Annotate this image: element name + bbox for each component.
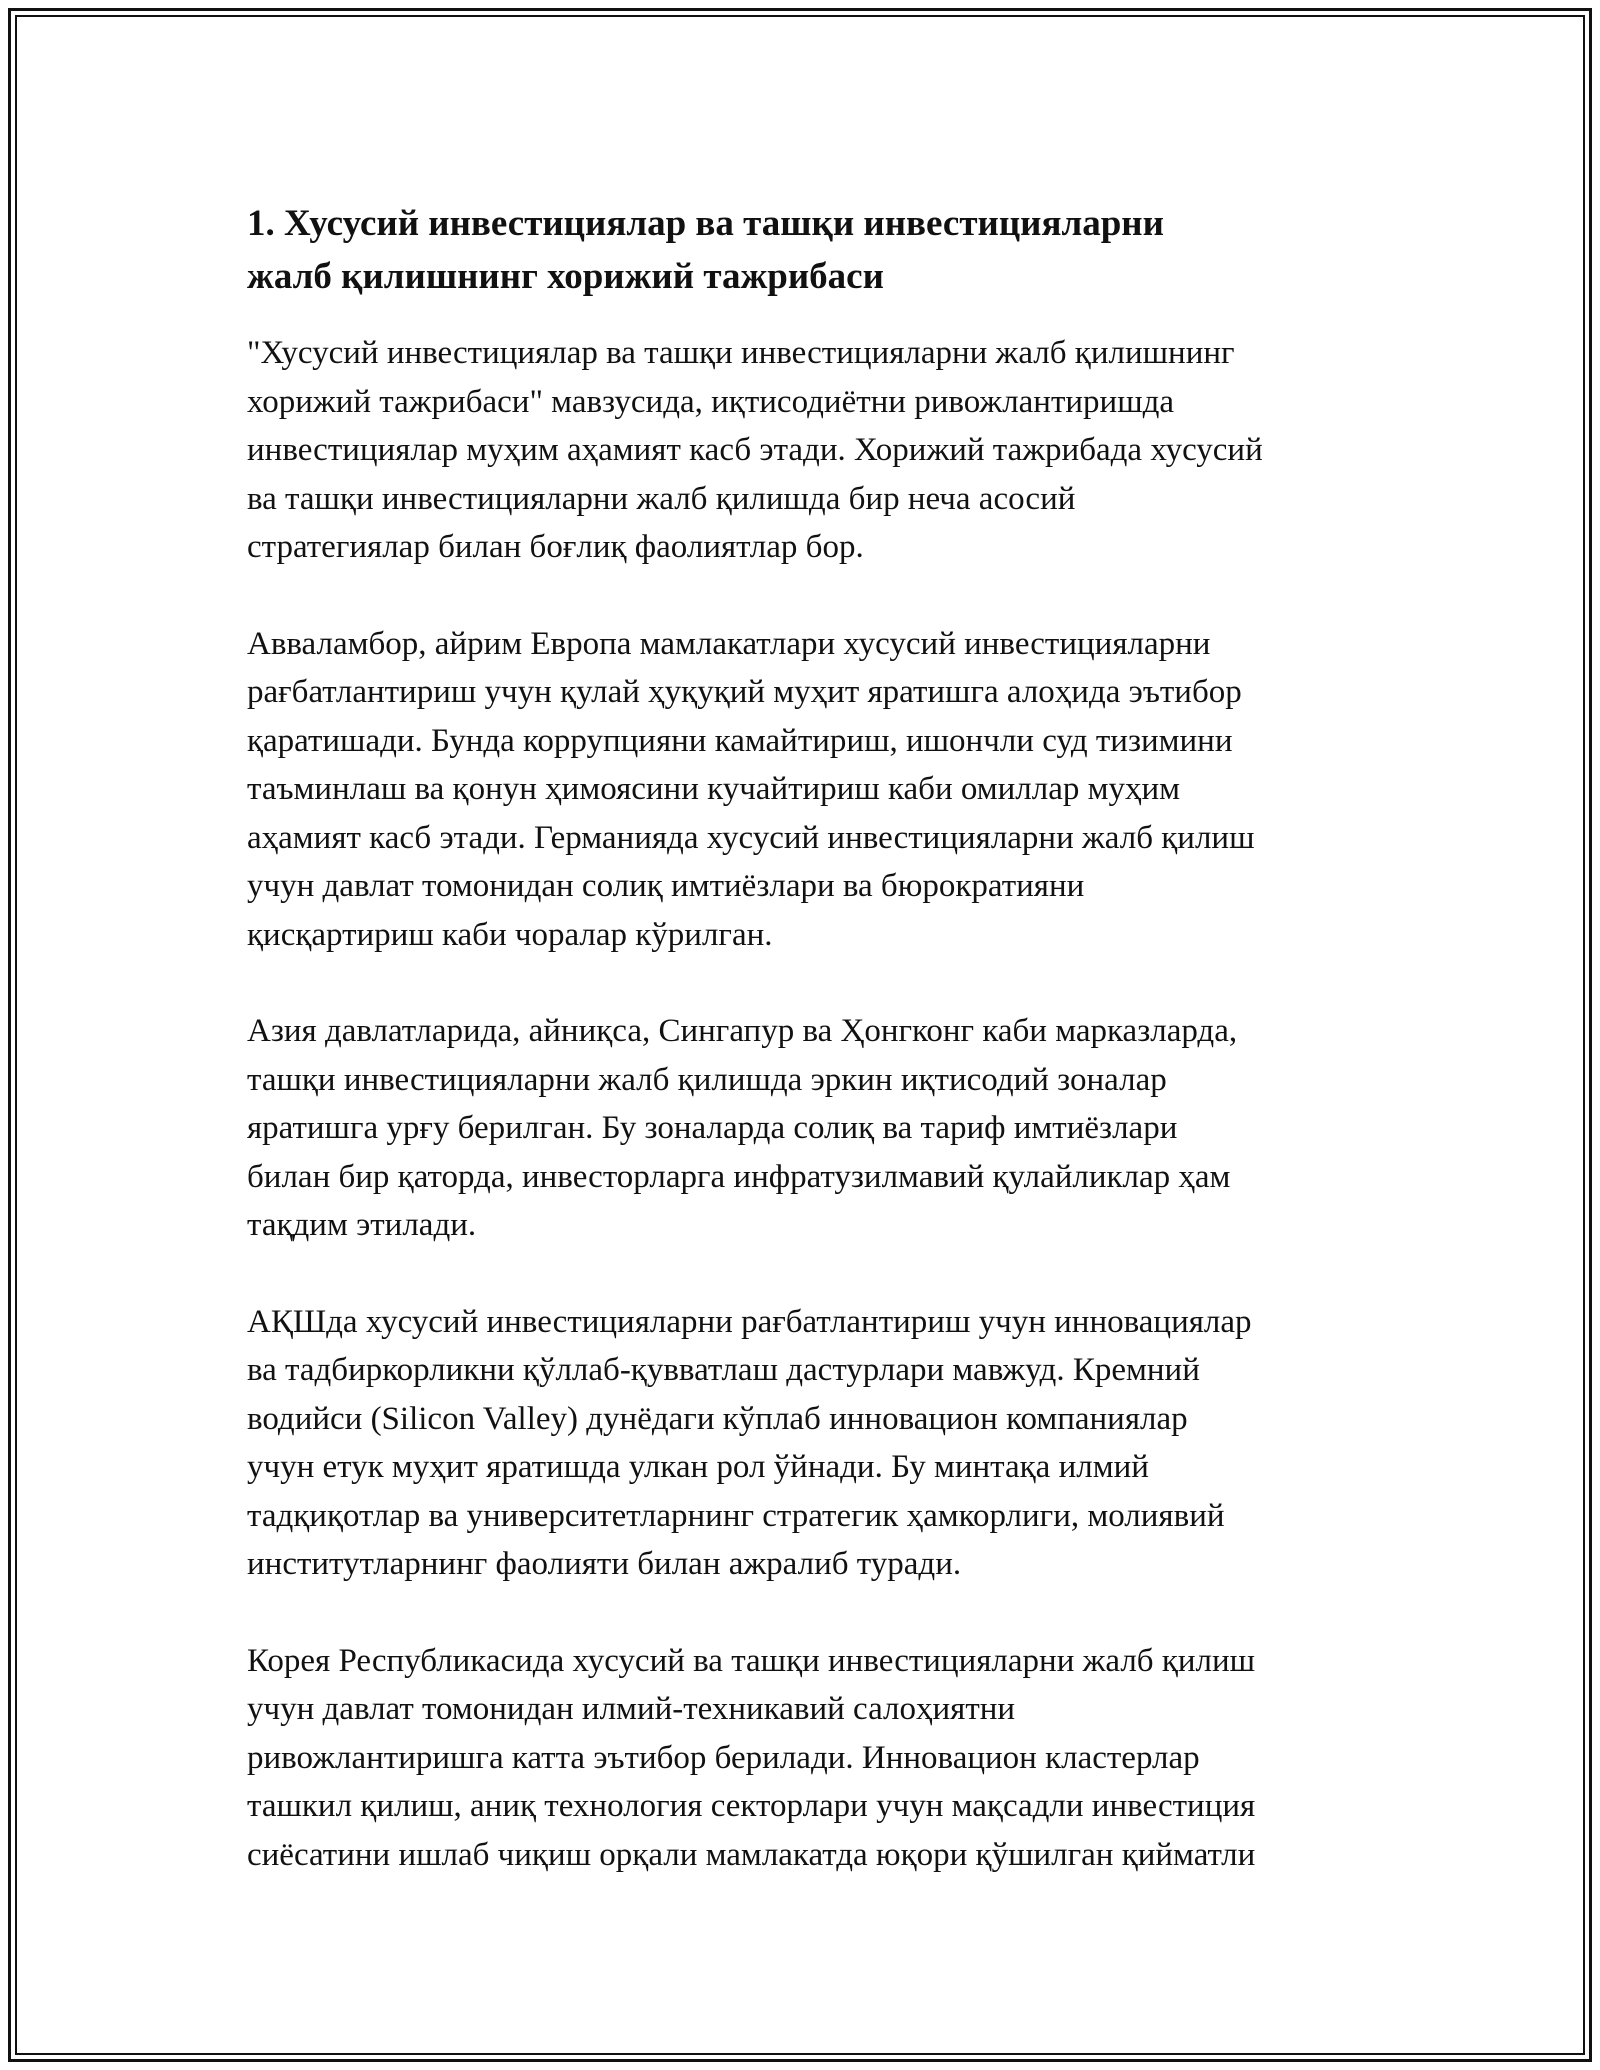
page-frame (8, 8, 1592, 2062)
paragraph-line: яратишга урғу берилган. Бу зоналарда солиқ ва тариф имтиёзлари (247, 1110, 1178, 1146)
paragraph-line: аҳамият касб этади. Германияда хусусий инвестицияларни жалб қилиш (247, 819, 1255, 856)
paragraph-usa (247, 1298, 1397, 1589)
paragraph-line: Авваламбор, айрим Европа мамлакатлари хусусий инвестицияларни (247, 625, 1211, 662)
paragraph-line: институтларнинг фаолияти билан ажралиб туради. (247, 1546, 962, 1582)
paragraph-line: инвестициялар муҳим аҳамият касб этади. Хорижий тажрибада хусусий (247, 432, 1263, 468)
paragraph-line: тақдим этилади. (247, 1207, 477, 1243)
heading-line: 1. Хусусий инвестициялар ва ташқи инвестицияларни (247, 203, 1164, 244)
paragraph-line: рағбатлантириш учун қулай ҳуқуқий муҳит яратишга алоҳида эътибор (247, 674, 1242, 710)
paragraph-korea (247, 1637, 1397, 1880)
paragraph-intro (247, 329, 1397, 572)
section-heading (247, 197, 1397, 303)
paragraph-line: учун давлат томонидан солиқ имтиёзлари ва бюрократияни (247, 868, 1085, 904)
paragraph-line: АҚШда хусусий инвестицияларни рағбатлантириш учун инновациялар (247, 1303, 1252, 1340)
paragraph-europe (247, 620, 1397, 960)
paragraph-line: учун етук муҳит яратишда улкан рол ўйнади. Бу минтақа илмий (247, 1449, 1149, 1485)
paragraph-asia (247, 1007, 1397, 1250)
paragraph-line: Азия давлатларида, айниқса, Сингапур ва Ҳонгконг каби марказларда, (247, 1013, 1238, 1049)
heading-line: жалб қилишнинг хорижий тажрибаси (247, 256, 884, 297)
paragraph-line: қаратишади. Бунда коррупцияни камайтириш, ишончли суд тизимини (247, 722, 1233, 759)
paragraph-line: Корея Республикасида хусусий ва ташқи инвестицияларни жалб қилиш (247, 1642, 1256, 1679)
paragraph-line: тадқиқотлар ва университетларнинг стратегик ҳамкорлиги, молиявий (247, 1497, 1225, 1534)
paragraph-line: билан бир қаторда, инвесторларга инфратузилмавий қулайликлар ҳам (247, 1158, 1231, 1195)
paragraph-line: қисқартириш каби чоралар кўрилган. (247, 916, 773, 953)
paragraph-line: сиёсатини ишлаб чиқиш орқали мамлакатда юқори қўшилган қийматли (247, 1836, 1256, 1873)
paragraph-line: ва ташқи инвестицияларни жалб қилишда бир неча асосий (247, 480, 1076, 517)
paragraph-line: ва тадбиркорликни қўллаб-қувватлаш дастурлари мавжуд. Кремний (247, 1352, 1200, 1388)
paragraph-line: стратегиялар билан боғлиқ фаолиятлар бор. (247, 529, 864, 565)
paragraph-line: учун давлат томонидан илмий-техникавий салоҳиятни (247, 1691, 1016, 1727)
paragraph-line: "Хусусий инвестициялар ва ташқи инвестицияларни жалб қилишнинг (247, 335, 1235, 371)
paragraph-line: водийси (Silicon Valley) дунёдаги кўплаб инновацион компаниялар (247, 1400, 1188, 1437)
paragraph-line: хорижий тажрибаси" мавзусида, иқтисодиётни ривожлантиришда (247, 383, 1175, 420)
paragraph-line: ривожлантиришга катта эътибор берилади. Инновацион кластерлар (247, 1739, 1200, 1776)
paragraph-line: ташкил қилиш, аниқ технология секторлари учун мақсадли инвестиция (247, 1788, 1256, 1824)
paragraph-line: таъминлаш ва қонун ҳимоясини кучайтириш каби омиллар муҳим (247, 771, 1181, 807)
document-body (247, 197, 1397, 1879)
paragraph-line: ташқи инвестицияларни жалб қилишда эркин иқтисодий зоналар (247, 1061, 1167, 1098)
